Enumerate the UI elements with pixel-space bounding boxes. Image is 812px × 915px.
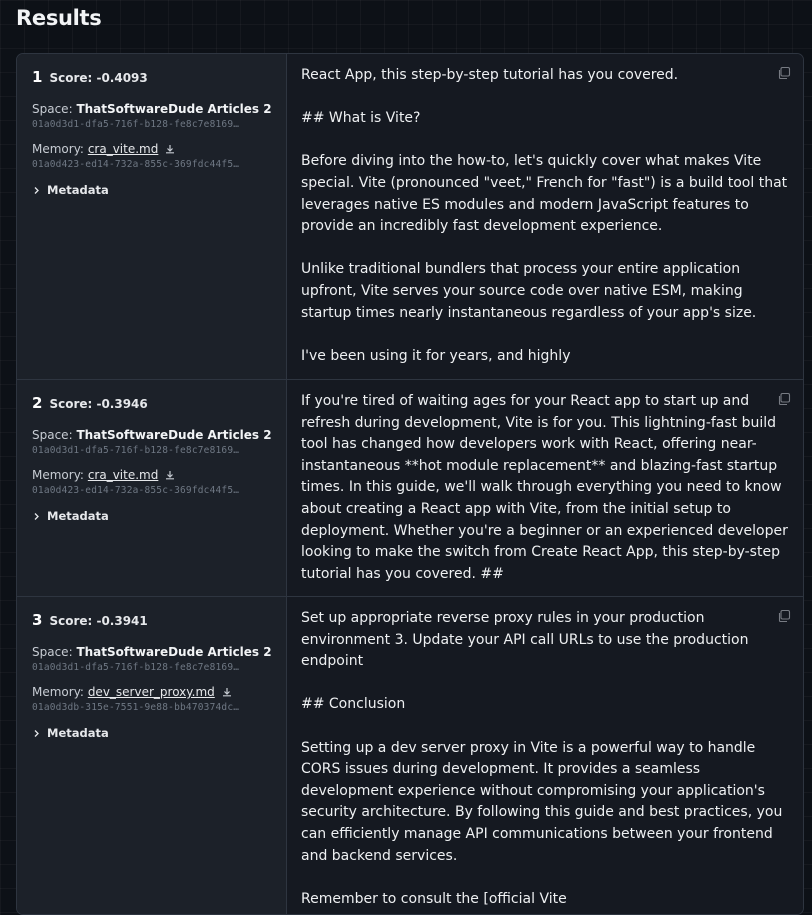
space-id: 01a0d3d1-dfa5-716f-b128-fe8c7e8169…: [32, 662, 240, 673]
memory-id: 01a0d423-ed14-732a-855c-369fdc44f5…: [32, 159, 240, 170]
result-info: [17, 597, 287, 915]
copy-icon[interactable]: [777, 609, 791, 623]
download-icon[interactable]: [165, 144, 175, 154]
space-name: ThatSoftwareDude Articles 2: [76, 428, 272, 442]
space-name: ThatSoftwareDude Articles 2: [76, 645, 272, 659]
result-content: [287, 54, 803, 379]
metadata-toggle[interactable]: [32, 726, 286, 740]
result-item: [17, 597, 803, 915]
result-content-text: React App, this step-by-step tutorial has you covered. ## What is Vite? Before diving into the how-to, let's quickly cover what makes Vite special. Vite (pronounced "veet," French for "fast") is a build tool that leverages native ES modules and modern JavaScript features to provide an incredibly fast development experience. Unlike traditional bundlers that process your entire application upfront, Vite serves your source code over native ESM, making startup times nearly instantaneous regardless of your app's size. I've been using it for years, and highly: [301, 67, 788, 364]
space-label: Space:: [32, 102, 73, 116]
result-rank: 2: [32, 394, 43, 412]
metadata-label: Metadata: [47, 183, 109, 197]
memory-file-link[interactable]: dev_server_proxy.md: [87, 685, 215, 699]
memory-file-link[interactable]: cra_vite.md: [87, 468, 159, 482]
memory-label: Memory:: [32, 685, 84, 699]
metadata-label: Metadata: [47, 509, 109, 523]
space-id: 01a0d3d1-dfa5-716f-b128-fe8c7e8169…: [32, 119, 240, 130]
copy-icon[interactable]: [777, 66, 791, 80]
memory-label: Memory:: [32, 468, 84, 482]
result-score: Score: -0.4093: [49, 71, 148, 85]
result-score: Score: -0.3941: [49, 614, 148, 628]
chevron-right-icon: [32, 512, 41, 521]
metadata-label: Metadata: [47, 726, 109, 740]
result-info: [17, 54, 287, 379]
space-name: ThatSoftwareDude Articles 2: [76, 102, 272, 116]
metadata-toggle[interactable]: [32, 183, 286, 197]
memory-id: 01a0d423-ed14-732a-855c-369fdc44f5…: [32, 485, 240, 496]
space-label: Space:: [32, 645, 73, 659]
result-content: [287, 380, 803, 596]
space-label: Space:: [32, 428, 73, 442]
memory-id: 01a0d3db-315e-7551-9e88-bb470374dc…: [32, 702, 240, 713]
metadata-toggle[interactable]: [32, 509, 286, 523]
download-icon[interactable]: [222, 687, 232, 697]
chevron-right-icon: [32, 729, 41, 738]
result-item: [17, 380, 803, 597]
result-rank: 3: [32, 611, 43, 629]
result-info: [17, 380, 287, 596]
result-item: [17, 54, 803, 380]
result-score: Score: -0.3946: [49, 397, 148, 411]
result-rank: 1: [32, 68, 43, 86]
result-content-text: Set up appropriate reverse proxy rules in your production environment 3. Update your API call URLs to use the production endpoint ## Conclusion Setting up a dev server proxy in Vite is a powerful way to handle CORS issues during development. It provides a seamless development experience without compromising your application's security architecture. By following this guide and best practices, you can efficiently manage API communications between your frontend and backend services. Remember to consult the [official Vite: [301, 610, 783, 907]
memory-file-link[interactable]: cra_vite.md: [87, 142, 159, 156]
page-title: Results: [16, 6, 102, 30]
results-list: [16, 53, 804, 915]
chevron-right-icon: [32, 186, 41, 195]
memory-label: Memory:: [32, 142, 84, 156]
copy-icon[interactable]: [777, 392, 791, 406]
result-content-text: If you're tired of waiting ages for your React app to start up and refresh during development, Vite is for you. This lightning-fast build tool has changed how developers work with React, offering near-instantaneous **hot module replacement** and blazing-fast startup times. In this guide, we'll walk through everything you need to know about creating a React app with Vite, from the initial setup to deployment. Whether you're a beginner or an experienced developer looking to make the switch from Create React App, this step-by-step tutorial has you covered. ##: [301, 393, 793, 582]
space-id: 01a0d3d1-dfa5-716f-b128-fe8c7e8169…: [32, 445, 240, 456]
download-icon[interactable]: [165, 470, 175, 480]
result-content: [287, 597, 803, 915]
